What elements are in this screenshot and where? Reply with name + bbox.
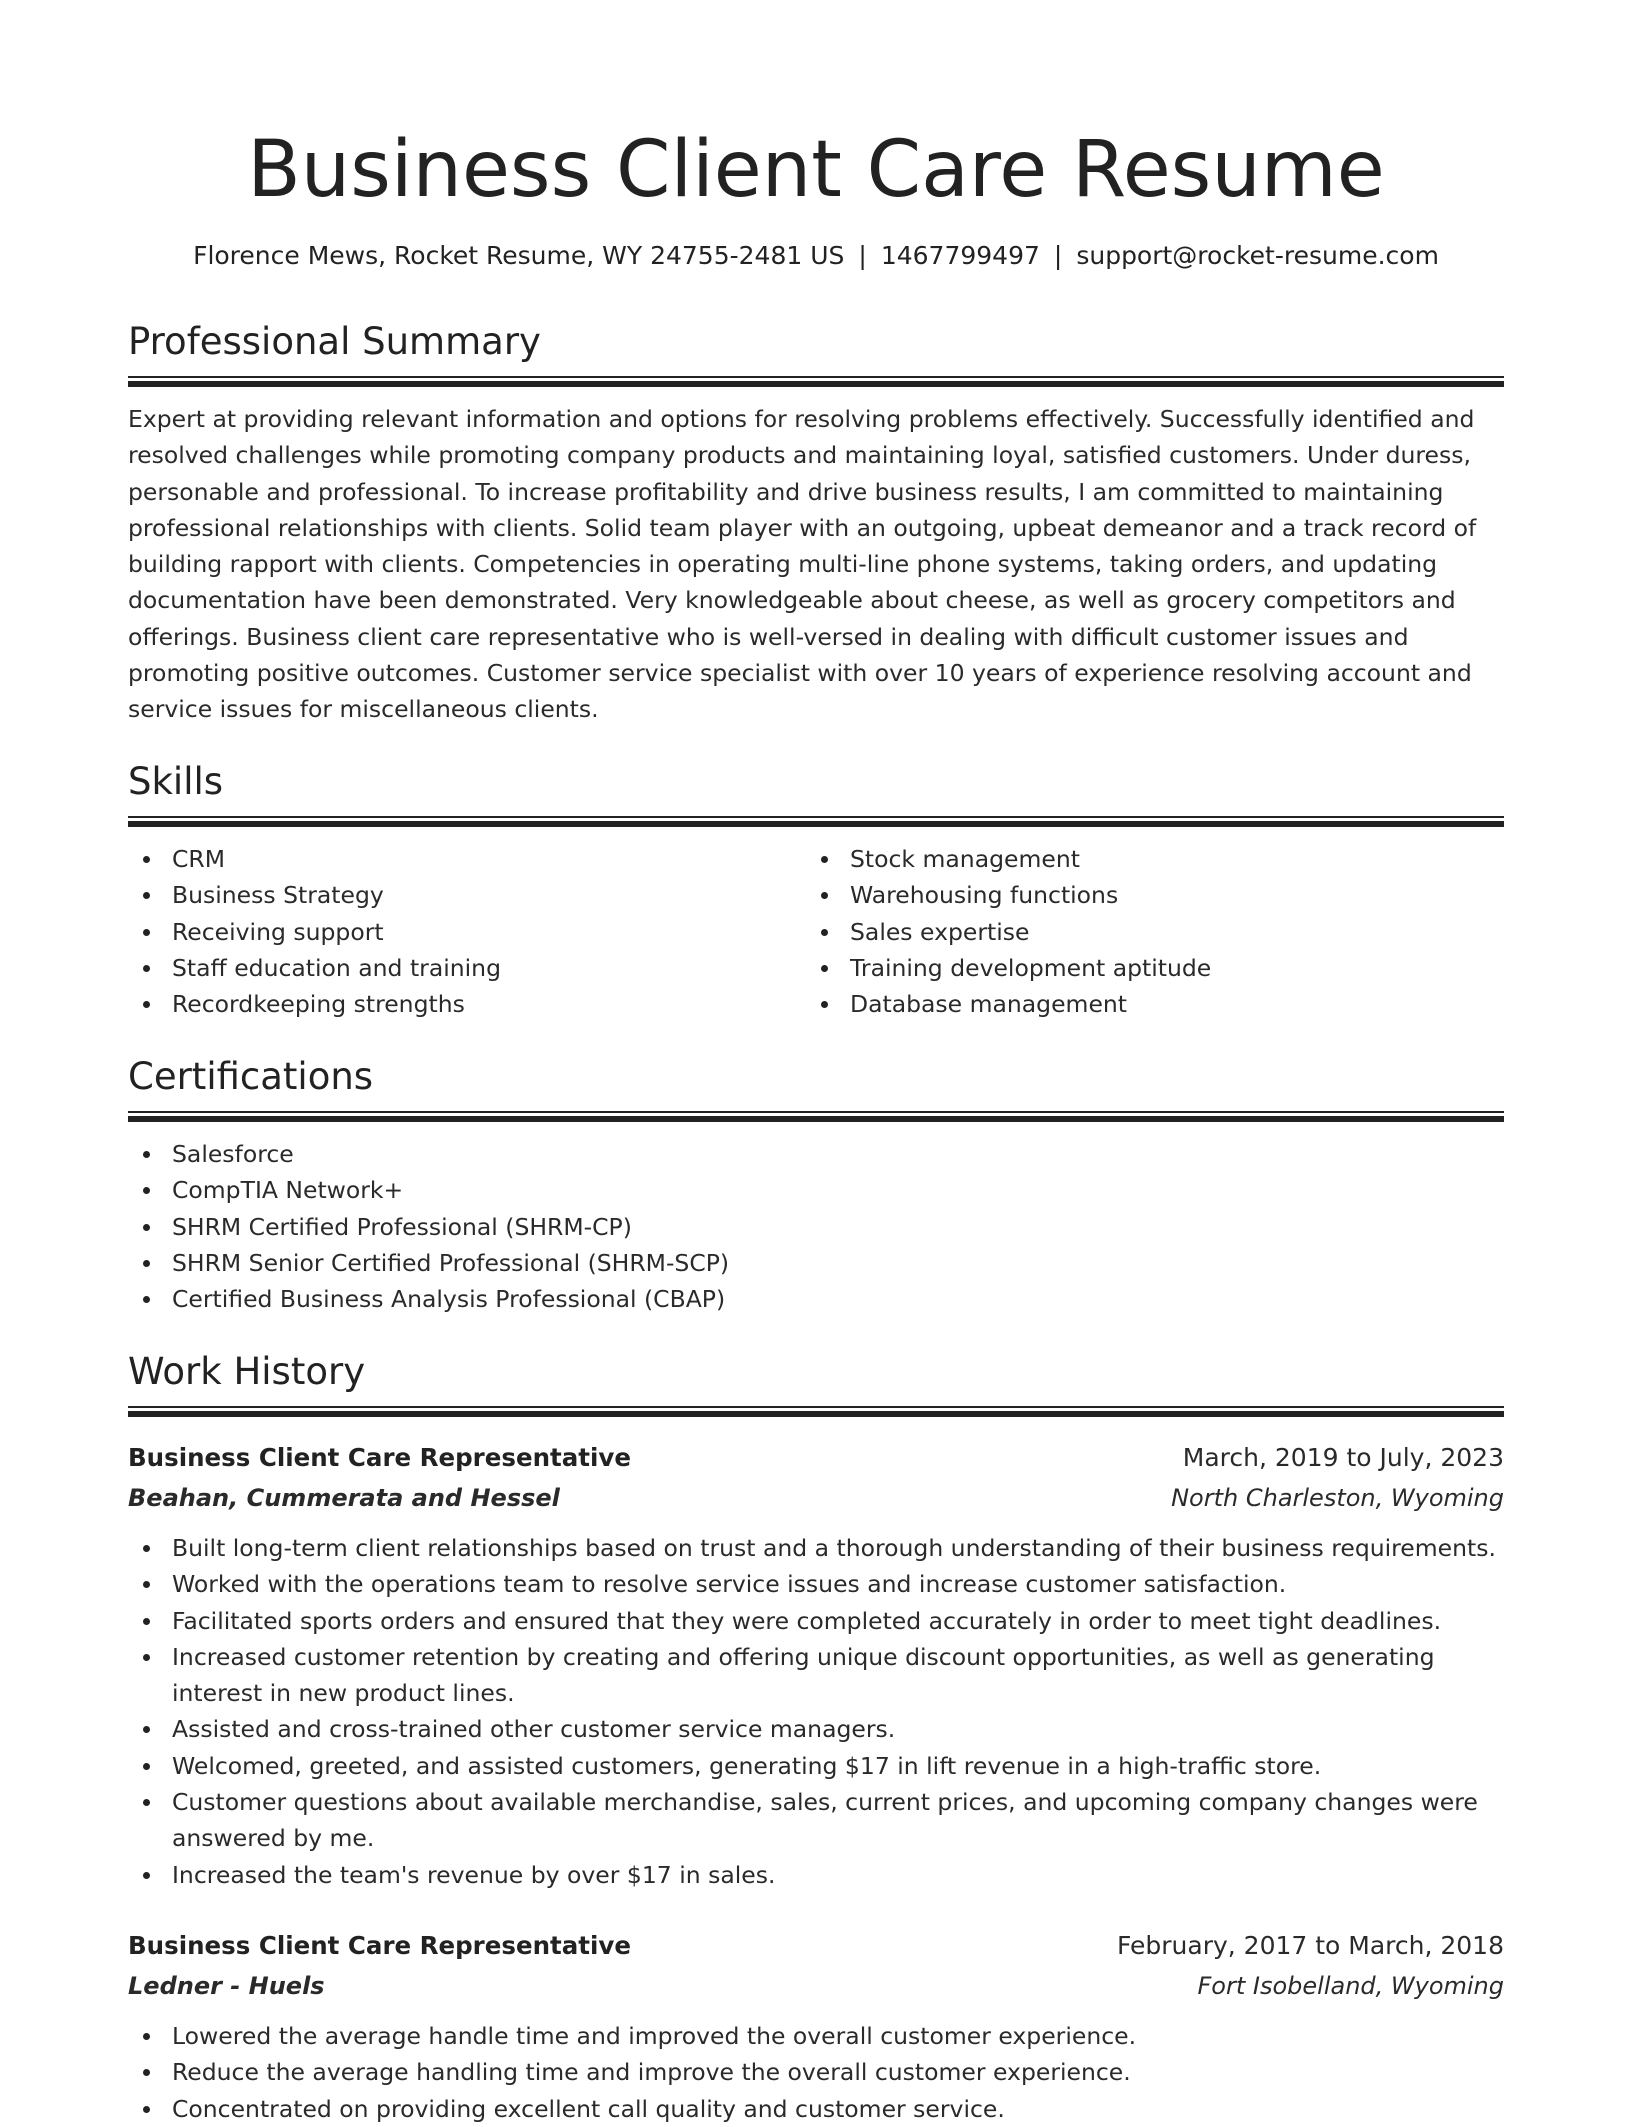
section-divider	[128, 376, 1504, 387]
contact-line	[128, 238, 1504, 274]
contact-separator: |	[1053, 241, 1063, 270]
section-divider	[128, 1111, 1504, 1122]
job-bullet: Concentrated on providing excellent call quality and customer service.	[128, 2091, 1504, 2127]
skills-list-right	[806, 841, 1484, 1022]
job-bullet: Worked with the operations team to resolve service issues and increase customer satisfaction.	[128, 1566, 1504, 1602]
job-entry	[128, 1926, 1504, 2127]
job-bullet: Customer questions about available merchandise, sales, current prices, and upcoming company changes were answered by me.	[128, 1784, 1504, 1857]
skill-item: Database management	[806, 986, 1484, 1022]
resume-title: Business Client Care Resume	[247, 125, 1385, 215]
section-divider	[128, 1406, 1504, 1417]
job-bullet: Increased customer retention by creating and offering unique discount opportunities, as well as generating interest in new product lines.	[128, 1639, 1504, 1712]
contact-separator: |	[858, 241, 867, 270]
job-title: Business Client Care Representative	[128, 1931, 631, 1960]
job-bullet: Lowered the average handle time and improved the overall customer experience.	[128, 2018, 1504, 2054]
job-subheader-row	[128, 1966, 1504, 2006]
skills-list-left	[128, 841, 806, 1022]
skill-item: Recordkeeping strengths	[128, 986, 806, 1022]
job-bullet: Reduce the average handling time and improve the overall customer experience.	[128, 2054, 1504, 2090]
skill-item: Stock management	[806, 841, 1484, 877]
job-title: Business Client Care Representative	[128, 1443, 631, 1472]
job-company: Beahan, Cummerata and Hessel	[128, 1484, 560, 1512]
certification-item: Salesforce	[128, 1136, 1504, 1172]
skills-grid	[128, 841, 1504, 1022]
certification-item: CompTIA Network+	[128, 1172, 1504, 1208]
skill-item: Warehousing functions	[806, 877, 1484, 913]
skills-section	[128, 756, 1504, 1022]
certifications-list	[128, 1136, 1504, 1317]
skill-item: Sales expertise	[806, 914, 1484, 950]
job-header-row	[128, 1926, 1504, 1966]
job-bullet: Assisted and cross-trained other customer service managers.	[128, 1711, 1504, 1747]
job-bullet: Welcomed, greeted, and assisted customers, generating $17 in lift revenue in a high-traffic store.	[128, 1748, 1504, 1784]
job-bullet-list	[128, 1530, 1504, 1893]
contact-email: support@rocket-resume.com	[1076, 241, 1439, 270]
job-bullet: Built long-term client relationships based on trust and a thorough understanding of their business requirements.	[128, 1530, 1504, 1566]
skill-item: Receiving support	[128, 914, 806, 950]
skill-item: Training development aptitude	[806, 950, 1484, 986]
skill-item: Business Strategy	[128, 877, 806, 913]
job-bullet: Increased the team's revenue by over $17 in sales.	[128, 1857, 1504, 1893]
section-divider	[128, 816, 1504, 827]
certification-item: Certified Business Analysis Professional (CBAP)	[128, 1281, 1504, 1317]
skill-item: CRM	[128, 841, 806, 877]
job-bullet: Facilitated sports orders and ensured that they were completed accurately in order to meet tight deadlines.	[128, 1603, 1504, 1639]
summary-heading: Professional Summary	[128, 320, 541, 363]
job-subheader-row	[128, 1478, 1504, 1518]
certifications-heading: Certifications	[128, 1055, 374, 1098]
job-dates: February, 2017 to March, 2018	[1116, 1931, 1504, 1960]
job-dates: March, 2019 to July, 2023	[1182, 1443, 1504, 1472]
skill-item: Staff education and training	[128, 950, 806, 986]
summary-section	[128, 316, 1504, 728]
work-history-section	[128, 1346, 1504, 1417]
certification-item: SHRM Certified Professional (SHRM-CP)	[128, 1209, 1504, 1245]
work-history-heading: Work History	[128, 1350, 366, 1393]
certifications-section	[128, 1051, 1504, 1317]
job-entry	[128, 1438, 1504, 1893]
job-company: Ledner - Huels	[128, 1972, 325, 2000]
skills-heading: Skills	[128, 760, 224, 803]
contact-address: Florence Mews, Rocket Resume, WY 24755-2481 US	[193, 241, 845, 270]
certification-item: SHRM Senior Certified Professional (SHRM-SCP)	[128, 1245, 1504, 1281]
job-location: North Charleston, Wyoming	[1171, 1484, 1504, 1512]
contact-phone: 1467799497	[880, 241, 1040, 270]
summary-text: Expert at providing relevant information and options for resolving problems effectively. Successfully identified and resolved challenges while promoting company products and maintaining loyal, satisfied customers. Under duress, personable and professional. To increase profitability and drive business results, I am committed to maintaining professional relationships with clients. Solid team player with an outgoing, upbeat demeanor and a track record of building rapport with clients. Competencies in operating multi-line phone systems, taking orders, and updating documentation have been demonstrated. Very knowledgeable about cheese, as well as grocery competitors and offerings. Business client care representative who is well-versed in dealing with difficult customer issues and promoting positive outcomes. Customer service specialist with over 10 years of experience resolving account and service issues for miscellaneous clients.	[128, 405, 1477, 724]
job-bullet-list	[128, 2018, 1504, 2127]
job-header-row	[128, 1438, 1504, 1478]
job-location: Fort Isobelland, Wyoming	[1197, 1972, 1504, 2000]
